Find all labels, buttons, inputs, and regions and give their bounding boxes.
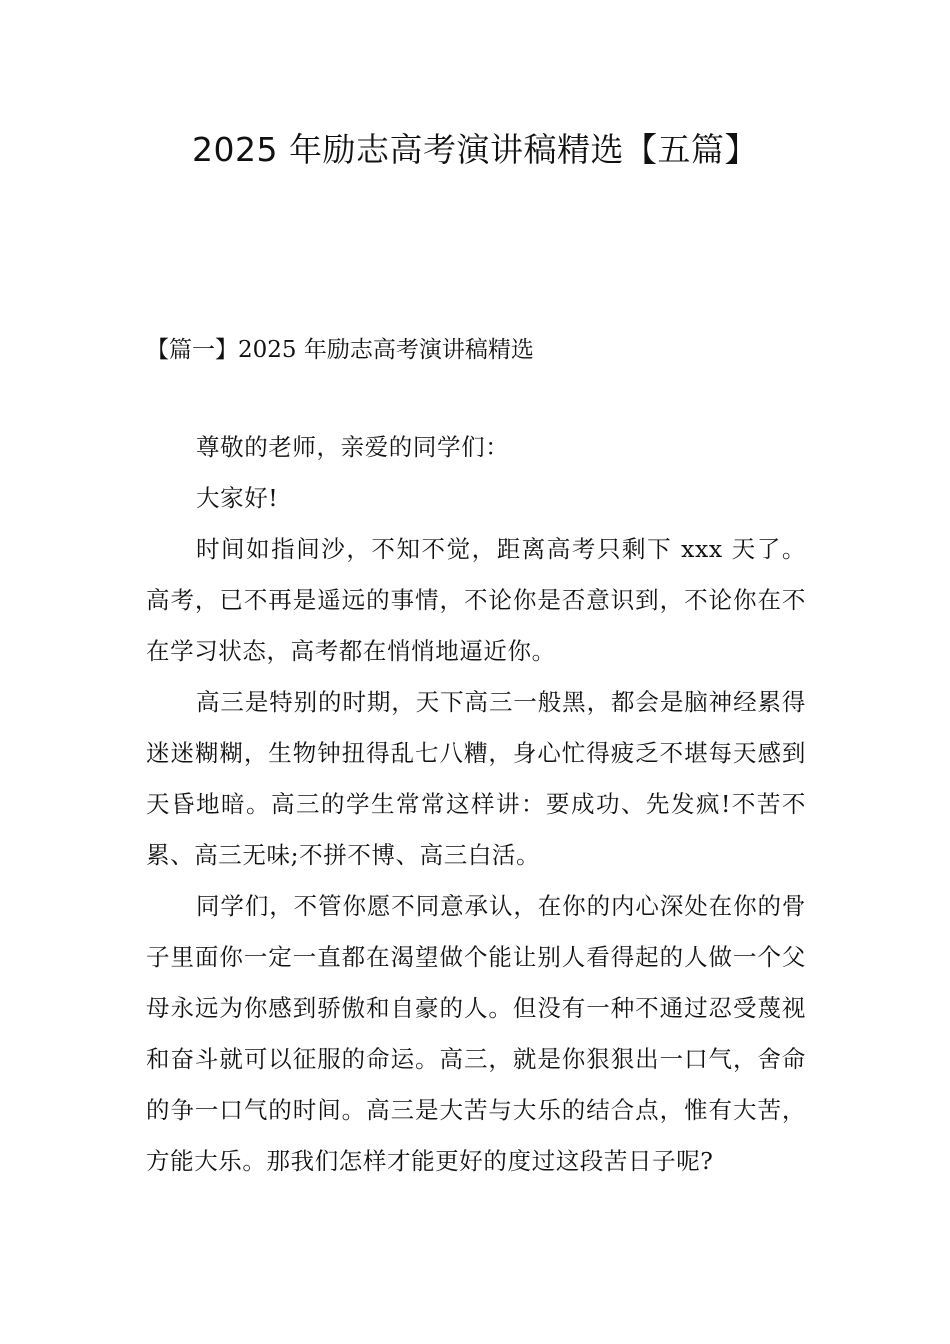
salutation-paragraph: 尊敬的老师，亲爱的同学们： bbox=[196, 433, 510, 461]
document-title: 2025 年励志高考演讲稿精选【五篇】 bbox=[192, 130, 758, 169]
greeting-paragraph: 大家好! bbox=[196, 484, 279, 512]
body-paragraph: 时间如指间沙，不知不觉，距离高考只剩下 xxx 天了。高考，已不再是遥远的事情，不论你是否意识到，不论你在不在学习状态，高考都在悄悄地逼近你。 bbox=[146, 535, 806, 665]
body-paragraph: 同学们，不管你愿不同意承认，在你的内心深处在你的骨子里面你一定一直都在渴望做个能让别人看得起的人做一个父母永远为你感到骄傲和自豪的人。但没有一种不通过忍受蔑视和奋斗就可以征服的命运。高三，就是你狠狠出一口气，舍命的争一口气的时间。高三是大苦与大乐的结合点，惟有大苦，方能大乐。那我们怎样才能更好的度过这段苦日子呢? bbox=[146, 892, 806, 1175]
body-paragraph: 高三是特别的时期，天下高三一般黑，都会是脑神经累得迷迷糊糊，生物钟扭得乱七八糟，身心忙得疲乏不堪每天感到天昏地暗。高三的学生常常这样讲：要成功、先发疯!不苦不累、高三无味;不拼不博、高三白活。 bbox=[146, 688, 806, 869]
document-body bbox=[146, 422, 806, 1187]
section-heading: 【篇一】2025 年励志高考演讲稿精选 bbox=[146, 337, 534, 363]
